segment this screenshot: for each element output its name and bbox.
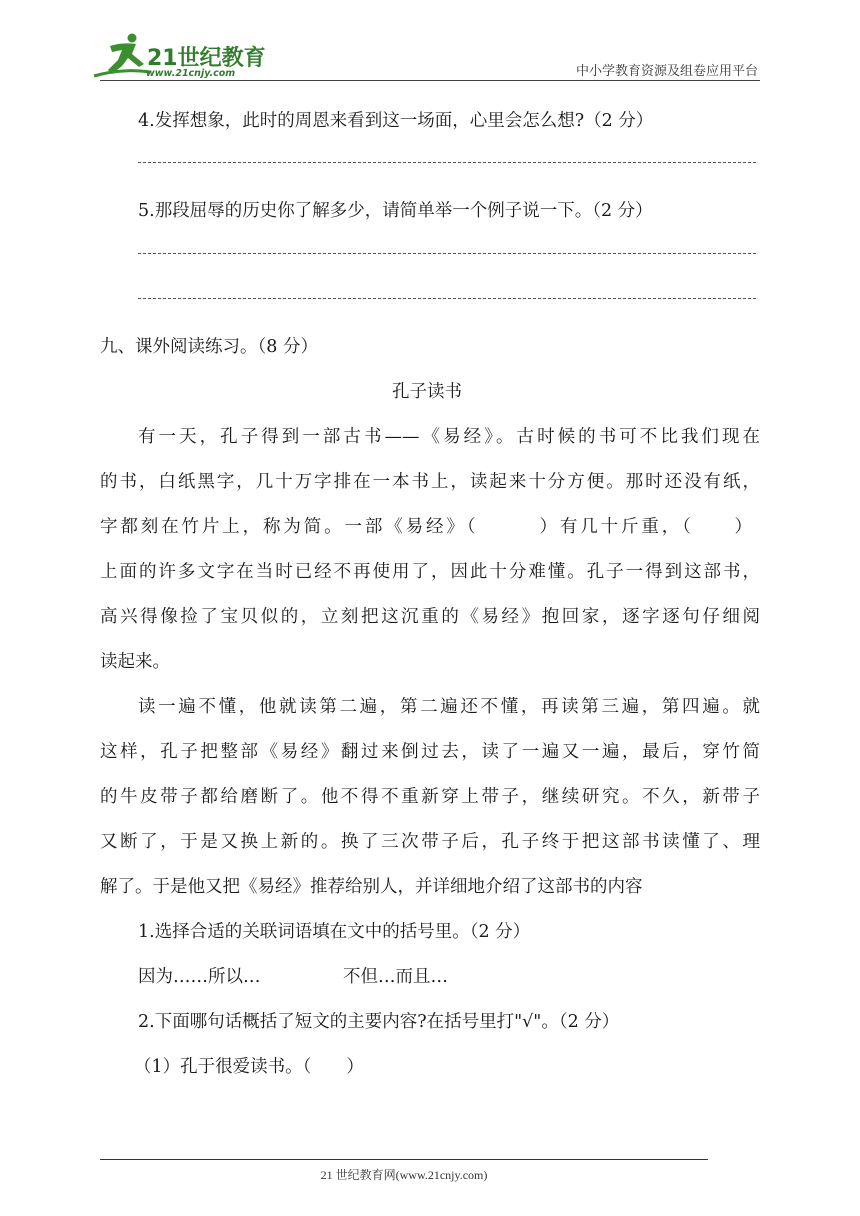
logo-url: www.21cnjy.com: [146, 68, 236, 79]
passage-title: 孔子读书: [392, 382, 462, 402]
answer-line[interactable]: [138, 298, 756, 299]
q1-option-1: 因为……所以…: [138, 967, 261, 987]
question-4: 4.发挥想象，此时的周恩来看到这一场面，心里会怎么想?（2 分）: [138, 111, 654, 131]
paragraph-line: 的书，白纸黑字，几十万字排在一本书上，读起来十分方便。那时还没有纸，: [100, 472, 760, 492]
question-1: 1.选择合适的关联词语填在文中的括号里。（2 分）: [138, 922, 531, 942]
paragraph-line: 字都刻在竹片上，称为简。一部《易经》（ ）有几十斤重，（ ）: [100, 517, 752, 537]
paragraph-line: 有一天，孔子得到一部古书——《易经》。古时候的书可不比我们现在: [138, 427, 760, 447]
question-2: 2.下面哪句话概括了短文的主要内容?在括号里打"√"。（2 分）: [138, 1012, 620, 1032]
q2-option-1: （1）孔于很爱读书。（ ）: [134, 1057, 364, 1077]
header-divider: [100, 80, 760, 81]
q1-option-2: 不但…而且…: [343, 967, 448, 987]
answer-line[interactable]: [138, 253, 756, 254]
logo-text: 21世纪教育: [147, 46, 266, 71]
question-5: 5.那段屈辱的历史你了解多少，请简单举一个例子说一下。（2 分）: [138, 201, 653, 221]
paragraph-line: 高兴得像捡了宝贝似的，立刻把这沉重的《易经》抱回家，逐字逐句仔细阅: [100, 607, 760, 627]
paragraph-line: 解了。于是他又把《易经》推荐给别人，并详细地介绍了这部书的内容: [100, 877, 643, 897]
answer-line[interactable]: [138, 162, 756, 163]
platform-label: 中小学教育资源及组卷应用平台: [575, 64, 758, 79]
paragraph-line: 的牛皮带子都给磨断了。他不得不重新穿上带子，继续研究。不久，新带子: [100, 787, 760, 807]
paragraph-line: 这样，孔子把整部《易经》翻过来倒过去，读了一遍又一遍，最后，穿竹简: [100, 742, 760, 762]
paragraph-line: 读起来。: [100, 652, 170, 672]
section-heading: 九、课外阅读练习。（8 分）: [100, 337, 318, 357]
footer-divider: [100, 1159, 708, 1160]
paragraph-line: 读一遍不懂，他就读第二遍，第二遍还不懂，再读第三遍，第四遍。就: [138, 697, 760, 717]
paragraph-line: 上面的许多文字在当时已经不再使用了，因此十分难懂。孔子一得到这部书，: [100, 562, 760, 582]
footer-text: 21 世纪教育网(www.21cnjy.com): [320, 1168, 488, 1182]
paragraph-line: 又断了，于是又换上新的。换了三次带子后，孔子终于把这部书读懂了、理: [100, 832, 760, 852]
page-header: [0, 0, 860, 90]
